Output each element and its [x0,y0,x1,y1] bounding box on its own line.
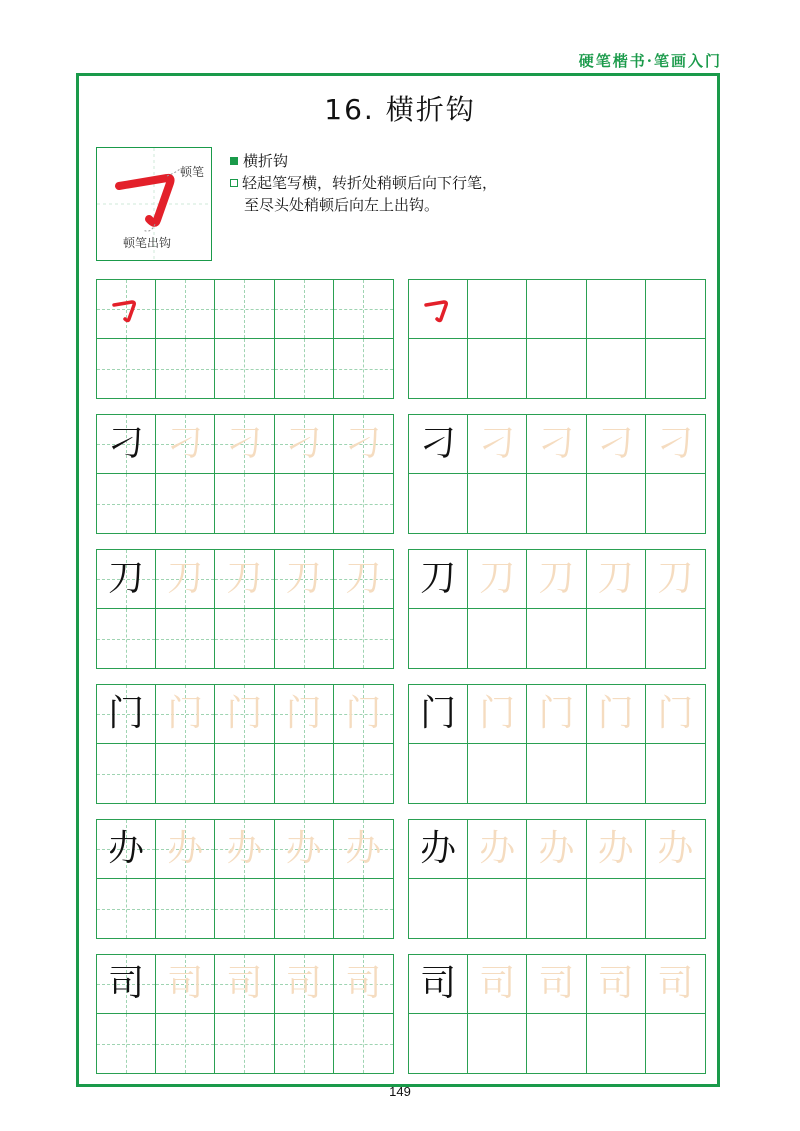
practice-cell[interactable] [409,339,468,398]
trace-character: 司 [538,963,575,1004]
practice-cell[interactable] [275,415,334,474]
practice-cell[interactable] [97,609,156,668]
practice-cell[interactable] [468,820,527,879]
lesson-title: 16. 横折钩 [324,93,476,126]
practice-cell[interactable] [334,820,393,879]
practice-cell[interactable] [646,415,705,474]
practice-cell[interactable] [527,955,586,1014]
practice-cell[interactable] [275,744,334,803]
model-character: 刁 [420,423,457,464]
practice-cell[interactable] [468,879,527,938]
practice-cell[interactable] [409,744,468,803]
practice-cell[interactable] [215,339,274,398]
practice-cell[interactable] [215,955,274,1014]
demo-label-pause: 顿笔 [179,165,204,179]
trace-character: 刁 [597,423,634,464]
trace-character: 办 [285,828,322,869]
stroke-demo-box [96,147,212,261]
practice-cell[interactable] [587,339,646,398]
practice-cell[interactable] [527,339,586,398]
trace-character: 刀 [597,558,634,599]
trace-character: 司 [345,963,382,1004]
practice-cell[interactable] [97,339,156,398]
practice-cell[interactable] [409,820,468,879]
practice-cell[interactable] [97,280,156,339]
practice-cell[interactable] [97,955,156,1014]
practice-cell[interactable] [409,879,468,938]
practice-cell[interactable] [334,550,393,609]
practice-cell[interactable] [468,474,527,533]
trace-character: 办 [167,828,204,869]
practice-cell[interactable] [646,1014,705,1073]
practice-cell[interactable] [527,415,586,474]
practice-cell[interactable] [156,685,215,744]
practice-cell[interactable] [587,744,646,803]
practice-cell[interactable] [409,474,468,533]
trace-character: 门 [285,693,322,734]
practice-cell[interactable] [646,820,705,879]
model-character: 司 [108,963,145,1004]
practice-cell[interactable] [156,415,215,474]
practice-cell[interactable] [468,744,527,803]
practice-cell[interactable] [527,820,586,879]
demo-label-pause-hook: 顿笔出钩 [123,236,172,250]
practice-cell[interactable] [97,550,156,609]
practice-cell[interactable] [156,550,215,609]
practice-cell[interactable] [646,685,705,744]
trace-character: 办 [479,828,516,869]
practice-cell[interactable] [334,415,393,474]
trace-character: 门 [167,693,204,734]
practice-cell[interactable] [275,609,334,668]
trace-character: 司 [226,963,263,1004]
practice-cell[interactable] [527,1014,586,1073]
practice-cell[interactable] [215,879,274,938]
instruction-line-1: 轻起笔写横，转折处稍顿后向下行笔， [242,174,498,192]
practice-cell[interactable] [275,1014,334,1073]
practice-cell[interactable] [215,415,274,474]
practice-cell[interactable] [97,474,156,533]
practice-cell[interactable] [97,1014,156,1073]
practice-cell[interactable] [156,280,215,339]
trace-character: 门 [597,693,634,734]
practice-cell[interactable] [275,474,334,533]
practice-cell[interactable] [156,955,215,1014]
practice-cell[interactable] [409,955,468,1014]
practice-grid-plain [408,819,706,939]
practice-cell[interactable] [156,609,215,668]
practice-cell[interactable] [646,474,705,533]
practice-cell[interactable] [646,879,705,938]
trace-character: 刁 [285,423,322,464]
model-character: 办 [420,828,457,869]
practice-cell[interactable] [275,685,334,744]
practice-cell[interactable] [409,415,468,474]
practice-cell[interactable] [156,339,215,398]
practice-cell[interactable] [646,609,705,668]
practice-cell[interactable] [215,820,274,879]
practice-cell[interactable] [587,879,646,938]
practice-cell[interactable] [587,415,646,474]
practice-grid-plain [408,414,706,534]
practice-cell[interactable] [275,280,334,339]
practice-cell[interactable] [409,609,468,668]
practice-grid-dashed [96,279,394,399]
practice-cell[interactable] [587,609,646,668]
trace-character: 刀 [479,558,516,599]
trace-character: 刀 [538,558,575,599]
practice-cell[interactable] [156,820,215,879]
practice-cell[interactable] [646,280,705,339]
practice-cell[interactable] [97,685,156,744]
model-character: 门 [108,693,145,734]
instruction-line-2: 至尽头处稍顿后向左上出钩。 [244,196,440,214]
filled-square-bullet-icon [230,157,238,165]
model-character: 刁 [108,423,145,464]
practice-cell[interactable] [527,280,586,339]
trace-character: 司 [597,963,634,1004]
practice-cell[interactable] [587,474,646,533]
trace-character: 刀 [285,558,322,599]
practice-cell[interactable] [527,744,586,803]
practice-cell[interactable] [215,1014,274,1073]
practice-cell[interactable] [156,879,215,938]
practice-cell[interactable] [468,280,527,339]
model-character: 刀 [420,558,457,599]
trace-character: 刁 [657,423,694,464]
practice-cell[interactable] [275,550,334,609]
practice-cell[interactable] [468,609,527,668]
practice-cell[interactable] [468,550,527,609]
trace-character: 门 [538,693,575,734]
practice-grid-dashed [96,549,394,669]
trace-character: 门 [226,693,263,734]
stroke-name-row [230,150,497,172]
trace-character: 刁 [345,423,382,464]
practice-cell[interactable] [215,609,274,668]
trace-character: 司 [285,963,322,1004]
trace-character: 刀 [657,558,694,599]
page-number: 149 [389,1084,411,1099]
stroke-sample-icon [106,289,146,329]
practice-cell[interactable] [587,280,646,339]
trace-character: 刁 [538,423,575,464]
trace-character: 门 [345,693,382,734]
stroke-sample-icon [418,289,458,329]
model-character: 门 [420,693,457,734]
trace-character: 刀 [167,558,204,599]
practice-cell[interactable] [156,1014,215,1073]
practice-cell[interactable] [156,744,215,803]
practice-grid-plain [408,684,706,804]
practice-cell[interactable] [646,744,705,803]
practice-cell[interactable] [215,280,274,339]
practice-cell[interactable] [334,879,393,938]
trace-character: 门 [479,693,516,734]
practice-grid-plain [408,549,706,669]
practice-cell[interactable] [587,550,646,609]
model-character: 刀 [108,558,145,599]
practice-cell[interactable] [215,550,274,609]
practice-grid-dashed [96,684,394,804]
practice-cell[interactable] [646,955,705,1014]
practice-cell[interactable] [334,474,393,533]
trace-character: 办 [657,828,694,869]
practice-cell[interactable] [409,1014,468,1073]
practice-cell[interactable] [97,744,156,803]
practice-cell[interactable] [334,1014,393,1073]
practice-cell[interactable] [409,685,468,744]
series-title: 硬笔楷书·笔画入门 [578,52,722,70]
model-character: 办 [108,828,145,869]
practice-cell[interactable] [587,820,646,879]
practice-grid-plain [408,954,706,1074]
stroke-description [230,150,497,216]
practice-cell[interactable] [468,955,527,1014]
practice-cell[interactable] [97,820,156,879]
practice-cell[interactable] [646,339,705,398]
practice-cell[interactable] [97,879,156,938]
practice-cell[interactable] [409,280,468,339]
practice-cell[interactable] [646,550,705,609]
practice-cell[interactable] [275,339,334,398]
trace-character: 门 [657,693,694,734]
stroke-name: 横折钩 [243,152,289,170]
instruction-row [230,172,497,194]
practice-grid-dashed [96,954,394,1074]
practice-cell[interactable] [527,474,586,533]
practice-cell[interactable] [334,744,393,803]
model-character: 司 [420,963,457,1004]
trace-character: 办 [538,828,575,869]
trace-character: 刁 [479,423,516,464]
practice-cell[interactable] [334,339,393,398]
practice-grid-dashed [96,414,394,534]
trace-character: 刁 [167,423,204,464]
horizontal-turn-hook-stroke [119,178,171,223]
practice-cell[interactable] [468,339,527,398]
trace-character: 司 [479,963,516,1004]
practice-cell[interactable] [275,879,334,938]
trace-character: 办 [345,828,382,869]
practice-cell[interactable] [215,474,274,533]
practice-cell[interactable] [587,685,646,744]
practice-cell[interactable] [215,744,274,803]
practice-cell[interactable] [334,685,393,744]
practice-cell[interactable] [527,879,586,938]
trace-character: 司 [167,963,204,1004]
practice-cell[interactable] [468,685,527,744]
practice-cell[interactable] [587,955,646,1014]
trace-character: 办 [597,828,634,869]
practice-grid-dashed [96,819,394,939]
practice-cell[interactable] [156,474,215,533]
practice-cell[interactable] [97,415,156,474]
practice-cell[interactable] [527,550,586,609]
trace-character: 刀 [226,558,263,599]
trace-character: 司 [657,963,694,1004]
open-square-bullet-icon [230,179,238,187]
practice-cell[interactable] [215,685,274,744]
practice-cell[interactable] [334,609,393,668]
practice-cell[interactable] [527,685,586,744]
practice-cell[interactable] [409,550,468,609]
practice-cell[interactable] [468,1014,527,1073]
practice-grid-plain [408,279,706,399]
practice-cell[interactable] [527,609,586,668]
practice-cell[interactable] [334,280,393,339]
practice-cell[interactable] [275,955,334,1014]
trace-character: 办 [226,828,263,869]
practice-cell[interactable] [468,415,527,474]
practice-cell[interactable] [275,820,334,879]
practice-cell[interactable] [587,1014,646,1073]
trace-character: 刀 [345,558,382,599]
practice-cell[interactable] [334,955,393,1014]
trace-character: 刁 [226,423,263,464]
